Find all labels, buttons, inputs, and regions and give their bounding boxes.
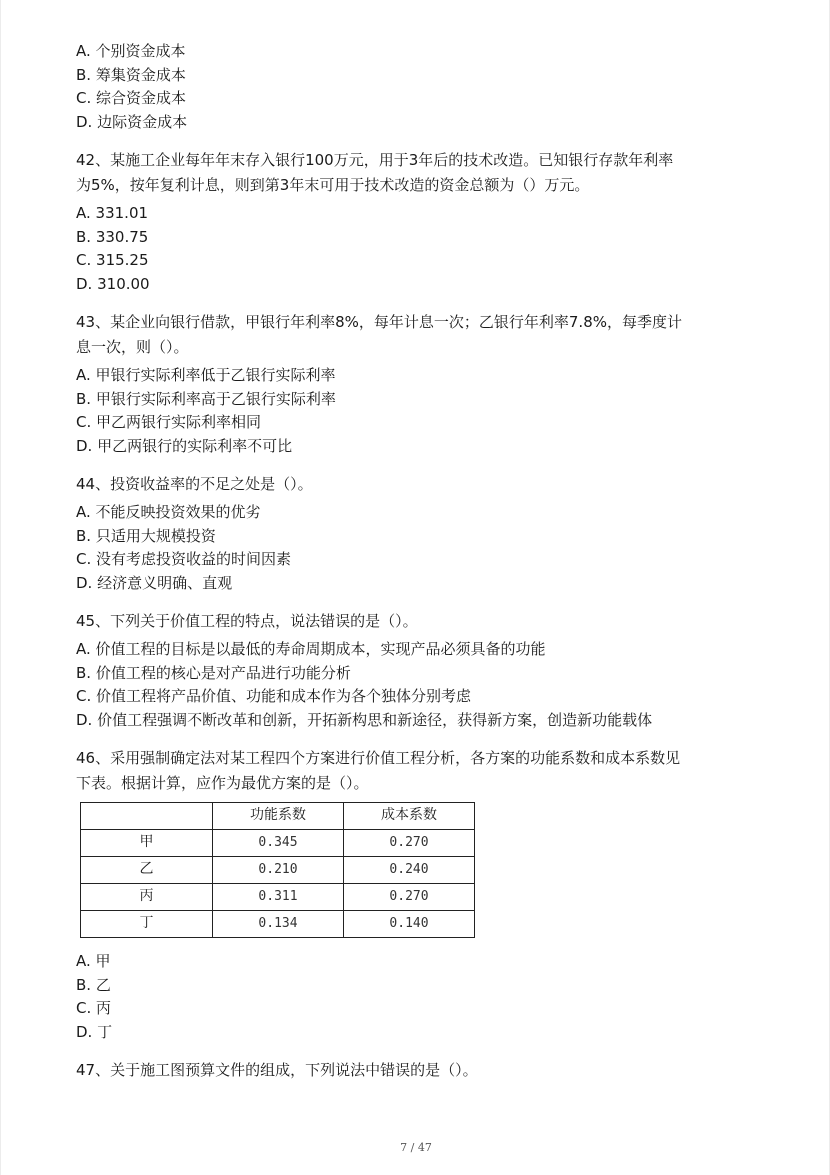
question-text: 45、下列关于价值工程的特点，说法错误的是（）。	[76, 612, 418, 630]
table-cell: 0.270	[344, 884, 475, 911]
option-c: C. 丙	[76, 999, 112, 1017]
table-row	[81, 884, 475, 911]
option-a: A. 甲	[76, 952, 111, 970]
coefficient-table	[80, 802, 475, 938]
question-42	[76, 148, 766, 296]
table-cell: 0.140	[344, 911, 475, 938]
question-options	[76, 638, 766, 732]
question-options	[76, 364, 766, 458]
page-number: 7 / 47	[400, 1141, 432, 1154]
option-a: A. 不能反映投资效果的优劣	[76, 503, 261, 521]
question-text: 46、采用强制确定法对某工程四个方案进行价值工程分析，各方案的功能系数和成本系数见 下表。根据计算，应作为最优方案的是（）。	[76, 749, 681, 792]
option-b: B. 价值工程的核心是对产品进行功能分析	[76, 663, 351, 682]
table-header-cell: 功能系数	[213, 803, 344, 830]
table-cell: 丁	[81, 911, 213, 938]
table-cell: 乙	[81, 857, 213, 884]
option-b: B. 只适用大规模投资	[76, 526, 216, 545]
option-b: B. 甲银行实际利率高于乙银行实际利率	[76, 389, 336, 408]
option-d: D. 丁	[76, 1022, 113, 1041]
table-cell: 丙	[81, 884, 213, 911]
option-a: A. 价值工程的目标是以最低的寿命周期成本，实现产品必须具备的功能	[76, 640, 546, 658]
option-a: A. 331.01	[76, 204, 149, 222]
table-cell: 0.311	[213, 884, 344, 911]
table-cell: 0.345	[213, 830, 344, 857]
question-text: 43、某企业向银行借款，甲银行年利率8%，每年计息一次；乙银行年利率7.8%，每季度计 息一次，则（）。	[76, 313, 682, 356]
table-cell: 0.134	[213, 911, 344, 938]
table-cell: 甲	[81, 830, 213, 857]
question-options	[76, 501, 766, 595]
table-header-cell: 成本系数	[344, 803, 475, 830]
question-options	[76, 950, 766, 1044]
question-46	[76, 746, 766, 1044]
option-b: B. 乙	[76, 975, 111, 994]
option-b: B. 330.75	[76, 227, 149, 246]
table-row	[81, 911, 475, 938]
top-options	[76, 40, 766, 134]
table-cell: 0.270	[344, 830, 475, 857]
question-text: 47、关于施工图预算文件的组成，下列说法中错误的是（）。	[76, 1061, 478, 1079]
option-c: C. 315.25	[76, 251, 149, 269]
table-header-row	[81, 803, 475, 830]
table-row	[81, 857, 475, 884]
option-c: C. 综合资金成本	[76, 89, 187, 107]
option-d: D. 310.00	[76, 274, 150, 293]
option-d: D. 边际资金成本	[76, 112, 188, 131]
option-d: D. 价值工程强调不断改革和创新，开拓新构思和新途径，获得新方案，创造新功能载体	[76, 710, 653, 729]
question-45	[76, 609, 766, 732]
option-b: B. 筹集资金成本	[76, 65, 186, 84]
table-header-cell	[81, 803, 213, 830]
question-44	[76, 472, 766, 595]
page-content	[76, 40, 766, 1087]
table-cell: 0.210	[213, 857, 344, 884]
option-d: D. 经济意义明确、直观	[76, 573, 233, 592]
table-cell: 0.240	[344, 857, 475, 884]
option-a: A. 个别资金成本	[76, 42, 186, 60]
question-43	[76, 310, 766, 458]
option-c: C. 甲乙两银行实际利率相同	[76, 413, 262, 431]
question-text: 42、某施工企业每年年末存入银行100万元，用于3年后的技术改造。已知银行存款年利率 为5%，按年复利计息，则到第3年末可用于技术改造的资金总额为（）万元。	[76, 151, 674, 194]
option-a: A. 甲银行实际利率低于乙银行实际利率	[76, 366, 336, 384]
option-c: C. 没有考虑投资收益的时间因素	[76, 550, 292, 568]
table-row	[81, 830, 475, 857]
question-options	[76, 202, 766, 296]
option-c: C. 价值工程将产品价值、功能和成本作为各个独体分别考虑	[76, 687, 472, 705]
question-text: 44、投资收益率的不足之处是（）。	[76, 475, 313, 493]
question-47	[76, 1058, 766, 1083]
option-d: D. 甲乙两银行的实际利率不可比	[76, 436, 293, 455]
